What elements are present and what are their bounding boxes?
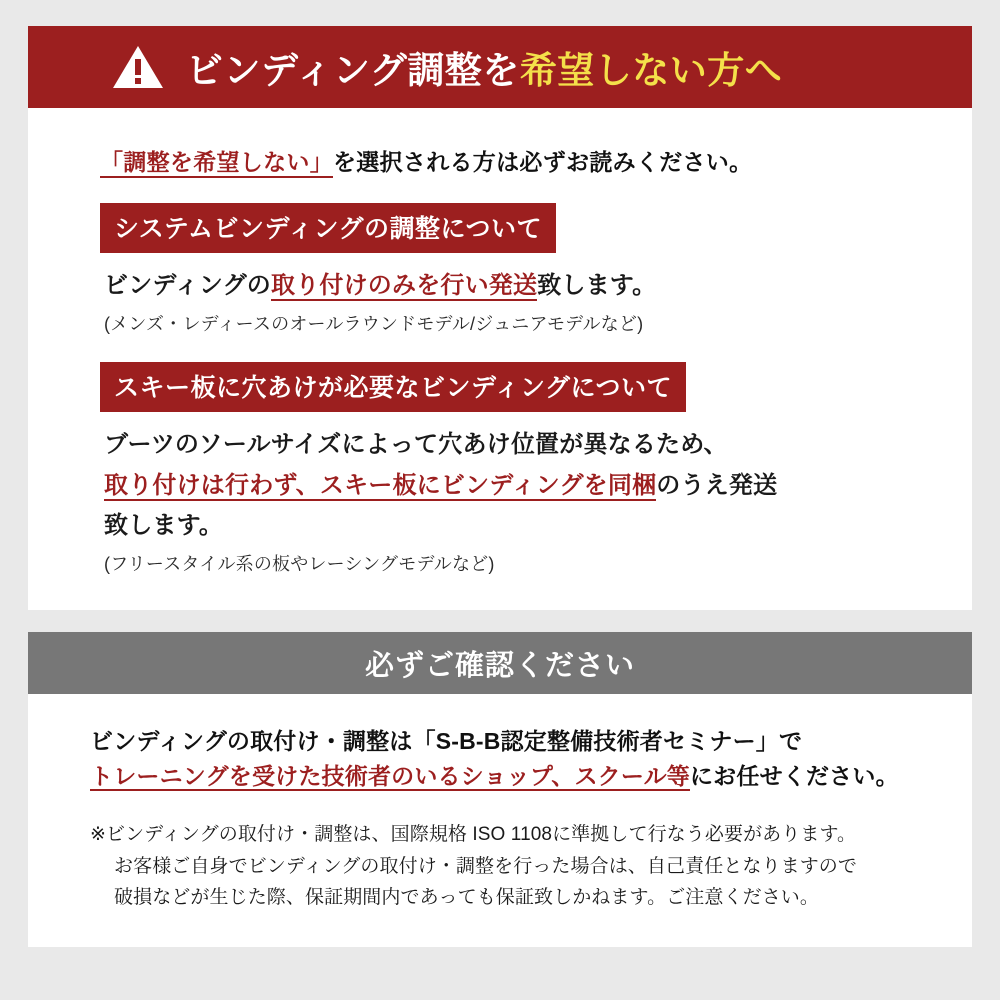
- banner-title-plain: ビンディング調整を: [186, 50, 520, 91]
- block-2-note: (フリースタイル系の板やレーシングモデルなど): [104, 554, 495, 575]
- confirmation-note-1: ※ビンディングの取付け・調整は、国際規格 ISO 1108に準拠して行なう必要があります。: [90, 824, 857, 846]
- block-1-body-underlined: 取り付けのみを行い発送: [271, 272, 538, 299]
- confirmation-banner: [28, 632, 972, 694]
- block-system-binding: [100, 203, 900, 336]
- confirmation-line-2-underlined: トレーニングを受けた技術者のいるショップ、スクール等: [90, 762, 690, 789]
- block-2-line-3: 致します。: [104, 512, 224, 540]
- block-1-heading: システムビンディングの調整について: [100, 203, 556, 253]
- confirmation-card: [28, 632, 972, 947]
- confirmation-banner-title: 必ずご確認ください: [364, 649, 635, 682]
- block-1-body: [100, 269, 900, 304]
- confirmation-line-1: ビンディングの取付け・調整は「S-B-B認定整備技術者セミナー」で: [90, 728, 803, 755]
- block-2-line-1: ブーツのソールサイズによって穴あけ位置が異なるため、: [104, 430, 728, 458]
- banner-title: [186, 40, 782, 94]
- confirmation-note-2: お客様ご自身でビンディングの取付け・調整を行った場合は、自己責任となりますので: [114, 855, 858, 877]
- block-2-line-2-post: のうえ発送: [656, 471, 778, 499]
- lead-rest: を選択される方は必ずお読みください。: [333, 149, 753, 175]
- confirmation-line-2: [90, 759, 910, 794]
- block-2-line-2: [100, 469, 900, 504]
- block-2-heading: スキー板に穴あけが必要なビンディングについて: [100, 362, 686, 412]
- warning-banner: [28, 26, 972, 108]
- confirmation-note-3: 破損などが生じた際、保証期間内であっても保証致しかねます。ご注意ください。: [114, 886, 819, 908]
- warning-triangle-icon: [112, 44, 164, 90]
- block-2-line-2-underlined: 取り付けは行わず、スキー板にビンディングを同梱: [104, 471, 657, 499]
- confirmation-body: [28, 694, 972, 947]
- banner-title-highlight: 希望しない方へ: [519, 50, 783, 91]
- block-drilling-required: [100, 362, 900, 576]
- notice-body: [28, 108, 972, 610]
- confirmation-line-2-post: にお任せください。: [689, 762, 899, 789]
- confirmation-notes: [90, 819, 910, 913]
- binding-adjustment-notice-card: [28, 26, 972, 610]
- block-1-body-pre: ビンディングの: [104, 272, 271, 299]
- block-1-body-post: 致します。: [537, 272, 657, 299]
- lead-text: [100, 144, 900, 177]
- lead-underlined: 「調整を希望しない」: [100, 149, 333, 178]
- block-1-note: (メンズ・レディースのオールラウンドモデル/ジュニアモデルなど): [104, 313, 644, 334]
